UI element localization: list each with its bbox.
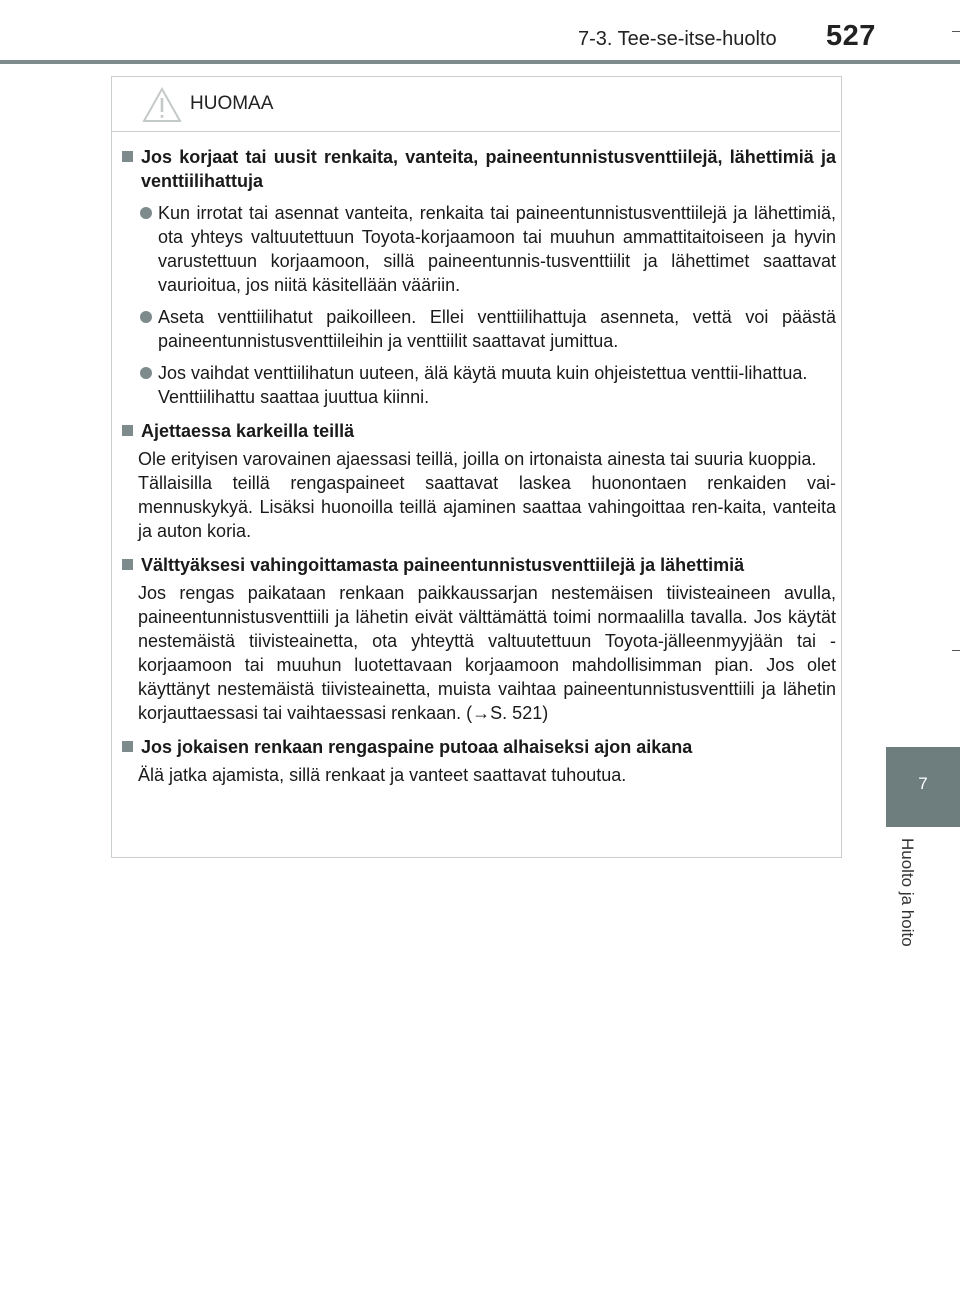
section-title bbox=[120, 735, 836, 759]
square-bullet-icon bbox=[122, 425, 133, 436]
square-bullet-icon bbox=[122, 559, 133, 570]
bullet-text: Jos vaihdat venttiilihatun uuteen, älä käytä muuta kuin ohjeistettua venttii-lihattua. bbox=[158, 363, 808, 383]
section-title-text: Välttyäksesi vahingoittamasta paineentunnistusventtiilejä ja lähettimiä bbox=[141, 555, 745, 575]
paragraph-text: Ole erityisen varovainen ajaessasi teillä, joilla on irtonaista ainesta tai suuria kuoppia. bbox=[138, 449, 817, 469]
section-paragraph bbox=[120, 447, 836, 543]
section-title-text: Jos korjaat tai uusit renkaita, vanteita, paineentunnistusventtiilejä, lähettimiä ja venttiilihattuja bbox=[141, 147, 836, 191]
round-bullet-icon bbox=[140, 367, 152, 379]
header-rule bbox=[0, 60, 960, 64]
chapter-tab bbox=[886, 747, 960, 827]
square-bullet-icon bbox=[122, 151, 133, 162]
header-section-title: 7-3. Tee-se-itse-huolto bbox=[578, 28, 777, 50]
section-title bbox=[120, 553, 836, 577]
bullet-text-continued: Venttiilihattu saattaa juuttua kiinni. bbox=[158, 387, 430, 407]
notice-title: HUOMAA bbox=[190, 93, 274, 114]
crop-mark-top bbox=[952, 31, 960, 32]
bullet-text: Aseta venttiilihatut paikoilleen. Ellei venttiilihattuja asenneta, vettä voi päästä paineentunnistusventtiileihin ja venttiilit saattavat jumittua. bbox=[158, 307, 836, 351]
section-title bbox=[120, 145, 836, 193]
bullet-text: Kun irrotat tai asennat vanteita, renkaita tai paineentunnistusventtiilejä ja lähettimiä, ota yhteys valtuutettuun Toyota-korjaamoon tai muuhun ammattitaitoiseen ja hyvin varustettuun korjaamoon, sillä paineentunnis-tusventtiilit ja lähettimet saattavat vaurioitua, jos niitä käsitellään vääriin. bbox=[158, 203, 836, 295]
bullet-item bbox=[120, 305, 836, 353]
warning-triangle-icon bbox=[142, 87, 182, 123]
section-title-text: Jos jokaisen renkaan rengaspaine putoaa alhaiseksi ajon aikana bbox=[141, 737, 693, 757]
round-bullet-icon bbox=[140, 311, 152, 323]
notice-section bbox=[120, 419, 836, 543]
section-paragraph bbox=[120, 763, 836, 787]
notice-box bbox=[111, 76, 842, 858]
section-title bbox=[120, 419, 836, 443]
chapter-label bbox=[895, 838, 919, 968]
chapter-number: 7 bbox=[918, 774, 928, 793]
chapter-label-text: Huolto ja hoito bbox=[898, 838, 917, 947]
notice-content bbox=[120, 139, 836, 797]
square-bullet-icon bbox=[122, 741, 133, 752]
paragraph-text: Tällaisilla teillä rengaspaineet saattavat laskea huonontaen renkaiden vai-mennuskykyä. Lisäksi huonoilla teillä ajaminen saattaa vahingoittaa ren-kaita, vanteita ja auton koria. bbox=[138, 473, 836, 541]
notice-section bbox=[120, 735, 836, 787]
bullet-item bbox=[120, 361, 836, 409]
page-number: 527 bbox=[826, 20, 876, 52]
notice-section bbox=[120, 145, 836, 409]
round-bullet-icon bbox=[140, 207, 152, 219]
section-paragraph bbox=[120, 581, 836, 725]
notice-section bbox=[120, 553, 836, 725]
paragraph-text: Älä jatka ajamista, sillä renkaat ja vanteet saattavat tuhoutua. bbox=[138, 765, 627, 785]
notice-divider bbox=[112, 131, 840, 132]
paragraph-text: Jos rengas paikataan renkaan paikkaussarjan nestemäisen tiivisteaineen avulla, paineentunnistusventtiili ja lähetin eivät välttämättä toimi normaalilla tavalla. Jos käytät nestemäistä tiivisteainetta, ota yhteyttä valtuutettuun Toyota-jälleenmyyjään tai -korjaamoon tai muuhun luotettavaan korjaamoon mahdollisimman pian. Jos olet käyttänyt nestemäistä tiivisteainetta, muista vaihtaa paineentunnistusventtiili ja lähetin korjauttaessasi tai vaihtaessasi renkaan. (→S. 521) bbox=[138, 583, 836, 723]
bullet-item bbox=[120, 201, 836, 297]
crop-mark-middle bbox=[952, 650, 960, 651]
section-title-text: Ajettaessa karkeilla teillä bbox=[141, 421, 355, 441]
